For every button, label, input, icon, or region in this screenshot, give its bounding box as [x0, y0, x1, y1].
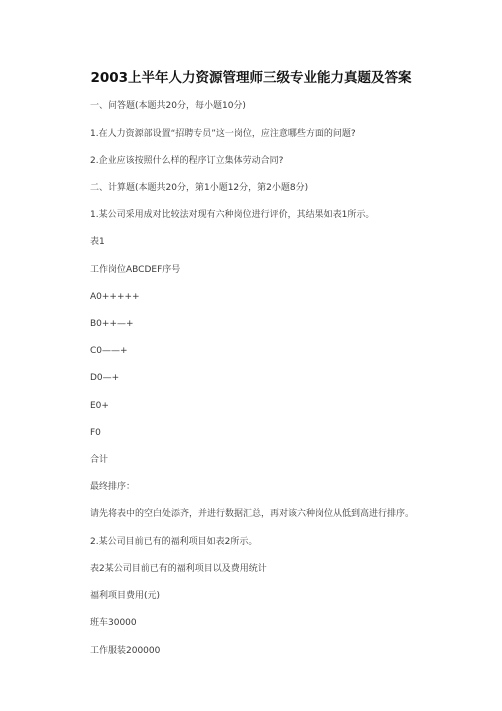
table-1-row-b: B0++—+	[90, 319, 134, 329]
question-2: 2.企业应该按照什么样的程序订立集体劳动合同?	[90, 156, 284, 166]
table-1-row-e: E0+	[90, 401, 109, 411]
calc-instruction: 请先将表中的空白处添齐，并进行数据汇总，再对该六种岗位从低到高进行排序。	[90, 509, 415, 519]
table-1-total: 合计	[90, 455, 109, 465]
table-2-row-uniform: 工作服装200000	[90, 646, 161, 656]
section-heading-calc: 二、计算题(本题共20分，第1小题12分，第2小题8分)	[90, 183, 309, 193]
final-ranking-label: 最终排序：	[90, 482, 136, 492]
calc-question-1: 1.某公司采用成对比较法对现有六种岗位进行评价，其结果如表1所示。	[90, 210, 375, 220]
table-1-row-a: A0+++++	[90, 292, 140, 302]
table-1-header: 工作岗位ABCDEF序号	[90, 265, 181, 275]
table-2-caption: 表2某公司目前已有的福利项目以及费用统计	[90, 564, 267, 574]
table-1-label: 表1	[90, 237, 105, 247]
table-2-header: 福利项目费用(元)	[90, 591, 161, 601]
document-title: 2003上半年人力资源管理师三级专业能力真题及答案	[90, 70, 412, 86]
calc-question-2: 2.某公司目前已有的福利项目如表2所示。	[90, 537, 258, 547]
table-2-row-shuttle: 班车30000	[90, 618, 137, 628]
table-1-row-d: D0—+	[90, 373, 120, 383]
section-heading-qa: 一、问答题(本题共20分，每小题10分)	[90, 101, 246, 111]
table-1-row-c: C0——+	[90, 346, 128, 356]
table-1-row-f: F0	[90, 428, 101, 438]
question-1: 1.在人力资源部设置“招聘专员”这一岗位，应注意哪些方面的问题?	[90, 129, 356, 139]
